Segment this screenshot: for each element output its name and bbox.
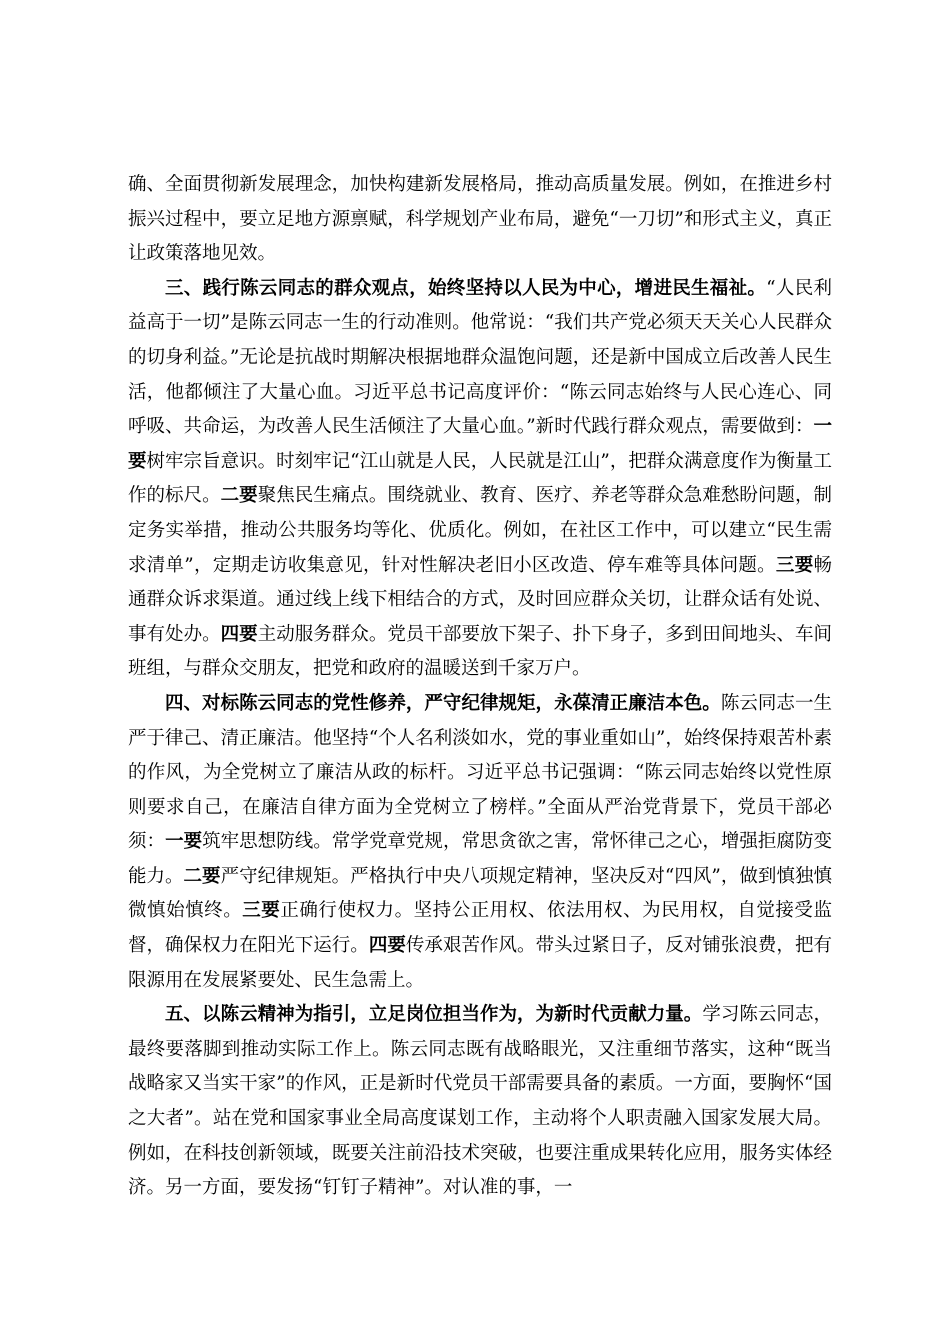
paragraph-3 [128,687,832,998]
point-label: 二要 [220,485,258,507]
body-text: 正确行使权力。坚持公正用权、依法用权、为民用权，自觉接受监督，确保权力在阳光下运行。 [128,900,832,957]
document-body [128,168,832,1206]
body-text: 学习陈云同志，最终要落脚到推动实际工作上。陈云同志既有战略眼光，又注重细节落实，这种“既当战略家又当实干家”的作风，正是新时代党员干部需要具备的素质。一方面，要胸怀“国之大者”。站在党和国家事业全局高度谋划工作，主动将个人职责融入国家发展大局。例如，在科技创新领域，既要关注前沿技术突破，也要注重成果转化应用，服务实体经济。另一方面，要发扬“钉钉子精神”。对认准的事，一 [128,1004,832,1199]
point-label: 四要 [220,623,258,645]
point-label: 三要 [242,900,281,922]
body-text: 畅通群众诉求渠道。通过线上线下相结合的方式，及时回应群众关切，让群众话有处说、事有处办。 [128,554,832,645]
section-heading: 四、对标陈云同志的党性修养，严守纪律规矩，永葆清正廉洁本色。 [165,692,721,714]
point-label: 二要 [183,865,221,887]
paragraph-2 [128,272,832,687]
body-text: 确、全面贯彻新发展理念，加快构建新发展格局，推动高质量发展。例如，在推进乡村振兴过程中，要立足地方源禀赋，科学规划产业布局，避免“一刀切”和形式主义，真正让政策落地见效。 [128,174,832,265]
body-text: 传承艰苦作风。带头过紧日子，反对铺张浪费，把有限源用在发展紧要处、民生急需上。 [128,935,832,991]
body-text: 筑牢思想防线。常学党章党规，常思贪欲之害，常怀律己之心，增强拒腐防变能力。 [128,831,832,887]
point-label: 四要 [368,935,406,957]
point-label: 三要 [775,554,814,576]
body-text: 主动服务群众。党员干部要放下架子、扑下身子，多到田间地头、车间班组，与群众交朋友，把党和政府的温暖送到千家万户。 [128,623,832,680]
point-label: 一要 [165,831,203,853]
point-label: 一要 [128,416,832,472]
body-text: “人民利益高于一切”是陈云同志一生的行动准则。他常说：“我们共产党必须天天关心人民群众的切身利益。”无论是抗战时期解决根据地群众温饱问题，还是新中国成立后改善人民生活，他都倾注了大量心血。习近平总书记高度评价：“陈云同志始终与人民心连心、同呼吸、共命运，为改善人民生活倾注了大量心血。”新时代践行群众观点，需要做到： [128,277,832,438]
body-text: 陈云同志一生严于律己、清正廉洁。他坚持“个人名利淡如水，党的事业重如山”，始终保持艰苦朴素的作风，为全党树立了廉洁从政的标杆。习近平总书记强调：“陈云同志始终以党性原则要求自己，在廉洁自律方面为全党树立了榜样。”全面从严治党背景下，党员干部必须： [128,692,832,853]
body-text: 树牢宗旨意识。时刻牢记“江山就是人民，人民就是江山”，把群众满意度作为衡量工作的标尺。 [128,450,832,507]
paragraph-4 [128,998,832,1206]
body-text: 聚焦民生痛点。围绕就业、教育、医疗、养老等群众急难愁盼问题，制定务实举措，推动公共服务均等化、优质化。例如，在社区工作中，可以建立“民生需求清单”，定期走访收集意见，针对性解决老旧小区改造、停车难等具体问题。 [128,485,832,576]
section-heading: 五、以陈云精神为指引，立足岗位担当作为，为新时代贡献力量。 [165,1004,703,1026]
section-heading: 三、践行陈云同志的群众观点，始终坚持以人民为中心，增进民生福祉。 [165,277,767,299]
paragraph-1 [128,168,832,272]
body-text: 严守纪律规矩。严格执行中央八项规定精神，坚决反对“四风”，做到慎独慎微慎始慎终。 [128,865,832,922]
